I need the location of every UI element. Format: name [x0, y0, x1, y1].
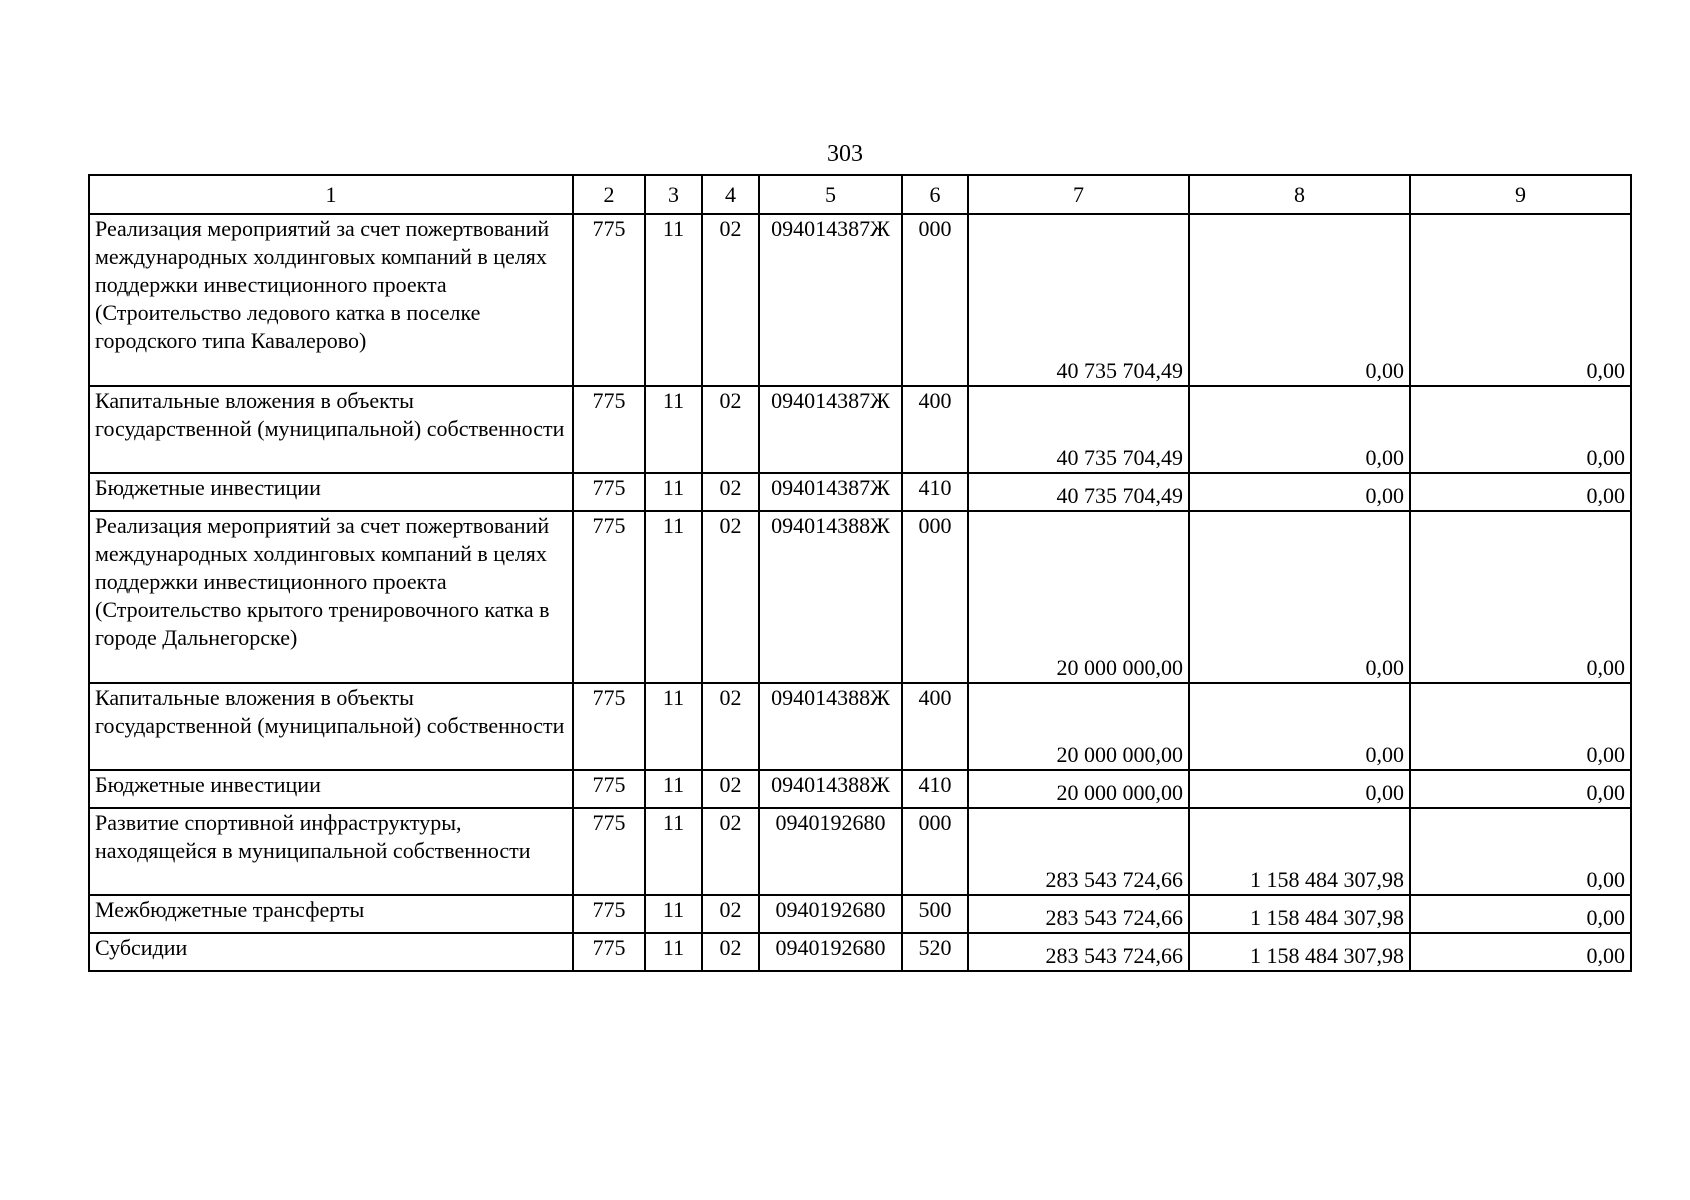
- header-col-1: 1: [89, 175, 573, 214]
- table-header: [89, 175, 1631, 214]
- table-row: [89, 511, 1631, 683]
- amount-col-9: 0,00: [1410, 933, 1631, 971]
- section-code: 11: [645, 386, 702, 473]
- amount-col-7: 40 735 704,49: [968, 214, 1189, 386]
- amount-col-7: 283 543 724,66: [968, 808, 1189, 895]
- subsection-code: 02: [702, 214, 759, 386]
- row-name: Бюджетные инвестиции: [89, 473, 573, 511]
- section-code: 11: [645, 933, 702, 971]
- expense-type-code: 400: [902, 683, 968, 770]
- section-code: 11: [645, 473, 702, 511]
- table-row: [89, 473, 1631, 511]
- amount-col-7: 283 543 724,66: [968, 895, 1189, 933]
- target-article-code: 0940192680: [759, 808, 902, 895]
- section-code: 11: [645, 511, 702, 683]
- amount-col-7: 40 735 704,49: [968, 386, 1189, 473]
- admin-code: 775: [573, 473, 645, 511]
- amount-col-7: 20 000 000,00: [968, 770, 1189, 808]
- admin-code: 775: [573, 808, 645, 895]
- amount-col-7: 40 735 704,49: [968, 473, 1189, 511]
- amount-col-9: 0,00: [1410, 683, 1631, 770]
- section-code: 11: [645, 683, 702, 770]
- amount-col-7: 20 000 000,00: [968, 683, 1189, 770]
- admin-code: 775: [573, 214, 645, 386]
- header-col-4: 4: [702, 175, 759, 214]
- subsection-code: 02: [702, 683, 759, 770]
- header-col-5: 5: [759, 175, 902, 214]
- subsection-code: 02: [702, 933, 759, 971]
- table-row: [89, 895, 1631, 933]
- row-name: Реализация мероприятий за счет пожертвований международных холдинговых компаний в целях поддержки инвестиционного проекта (Строительство крытого тренировочного катка в городе Дальнегорске): [89, 511, 573, 683]
- page-number: 303: [827, 141, 863, 167]
- amount-col-9: 0,00: [1410, 386, 1631, 473]
- table-row: [89, 808, 1631, 895]
- amount-col-9: 0,00: [1410, 895, 1631, 933]
- expense-type-code: 000: [902, 511, 968, 683]
- amount-col-8: 1 158 484 307,98: [1189, 933, 1410, 971]
- expense-type-code: 000: [902, 808, 968, 895]
- row-name: Реализация мероприятий за счет пожертвований международных холдинговых компаний в целях поддержки инвестиционного проекта (Строительство ледового катка в поселке городского типа Кавалерово): [89, 214, 573, 386]
- target-article-code: 094014388Ж: [759, 770, 902, 808]
- admin-code: 775: [573, 895, 645, 933]
- section-code: 11: [645, 770, 702, 808]
- header-col-7: 7: [968, 175, 1189, 214]
- target-article-code: 0940192680: [759, 895, 902, 933]
- amount-col-8: 0,00: [1189, 473, 1410, 511]
- table-row: [89, 933, 1631, 971]
- table-body: [89, 214, 1631, 971]
- expense-type-code: 400: [902, 386, 968, 473]
- amount-col-8: 1 158 484 307,98: [1189, 895, 1410, 933]
- expense-type-code: 520: [902, 933, 968, 971]
- section-code: 11: [645, 895, 702, 933]
- amount-col-8: 0,00: [1189, 214, 1410, 386]
- amount-col-8: 0,00: [1189, 683, 1410, 770]
- amount-col-8: 1 158 484 307,98: [1189, 808, 1410, 895]
- target-article-code: 094014387Ж: [759, 473, 902, 511]
- admin-code: 775: [573, 770, 645, 808]
- target-article-code: 094014387Ж: [759, 214, 902, 386]
- amount-col-9: 0,00: [1410, 770, 1631, 808]
- header-col-9: 9: [1410, 175, 1631, 214]
- table-row: [89, 386, 1631, 473]
- amount-col-8: 0,00: [1189, 511, 1410, 683]
- subsection-code: 02: [702, 473, 759, 511]
- expense-type-code: 410: [902, 770, 968, 808]
- table-row: [89, 770, 1631, 808]
- row-name: Капитальные вложения в объекты государственной (муниципальной) собственности: [89, 683, 573, 770]
- amount-col-8: 0,00: [1189, 770, 1410, 808]
- row-name: Субсидии: [89, 933, 573, 971]
- subsection-code: 02: [702, 511, 759, 683]
- admin-code: 775: [573, 933, 645, 971]
- target-article-code: 094014388Ж: [759, 511, 902, 683]
- subsection-code: 02: [702, 386, 759, 473]
- table-row: [89, 214, 1631, 386]
- header-col-6: 6: [902, 175, 968, 214]
- row-name: Капитальные вложения в объекты государственной (муниципальной) собственности: [89, 386, 573, 473]
- target-article-code: 094014387Ж: [759, 386, 902, 473]
- subsection-code: 02: [702, 895, 759, 933]
- row-name: Развитие спортивной инфраструктуры, находящейся в муниципальной собственности: [89, 808, 573, 895]
- admin-code: 775: [573, 511, 645, 683]
- amount-col-9: 0,00: [1410, 808, 1631, 895]
- subsection-code: 02: [702, 808, 759, 895]
- expense-type-code: 410: [902, 473, 968, 511]
- amount-col-8: 0,00: [1189, 386, 1410, 473]
- admin-code: 775: [573, 683, 645, 770]
- amount-col-9: 0,00: [1410, 473, 1631, 511]
- admin-code: 775: [573, 386, 645, 473]
- target-article-code: 0940192680: [759, 933, 902, 971]
- amount-col-7: 283 543 724,66: [968, 933, 1189, 971]
- target-article-code: 094014388Ж: [759, 683, 902, 770]
- row-name: Межбюджетные трансферты: [89, 895, 573, 933]
- section-code: 11: [645, 808, 702, 895]
- header-col-2: 2: [573, 175, 645, 214]
- header-col-8: 8: [1189, 175, 1410, 214]
- expense-type-code: 000: [902, 214, 968, 386]
- row-name: Бюджетные инвестиции: [89, 770, 573, 808]
- budget-table: [88, 174, 1632, 972]
- header-col-3: 3: [645, 175, 702, 214]
- table-row: [89, 683, 1631, 770]
- section-code: 11: [645, 214, 702, 386]
- amount-col-9: 0,00: [1410, 214, 1631, 386]
- subsection-code: 02: [702, 770, 759, 808]
- expense-type-code: 500: [902, 895, 968, 933]
- header-row: [89, 175, 1631, 214]
- amount-col-7: 20 000 000,00: [968, 511, 1189, 683]
- amount-col-9: 0,00: [1410, 511, 1631, 683]
